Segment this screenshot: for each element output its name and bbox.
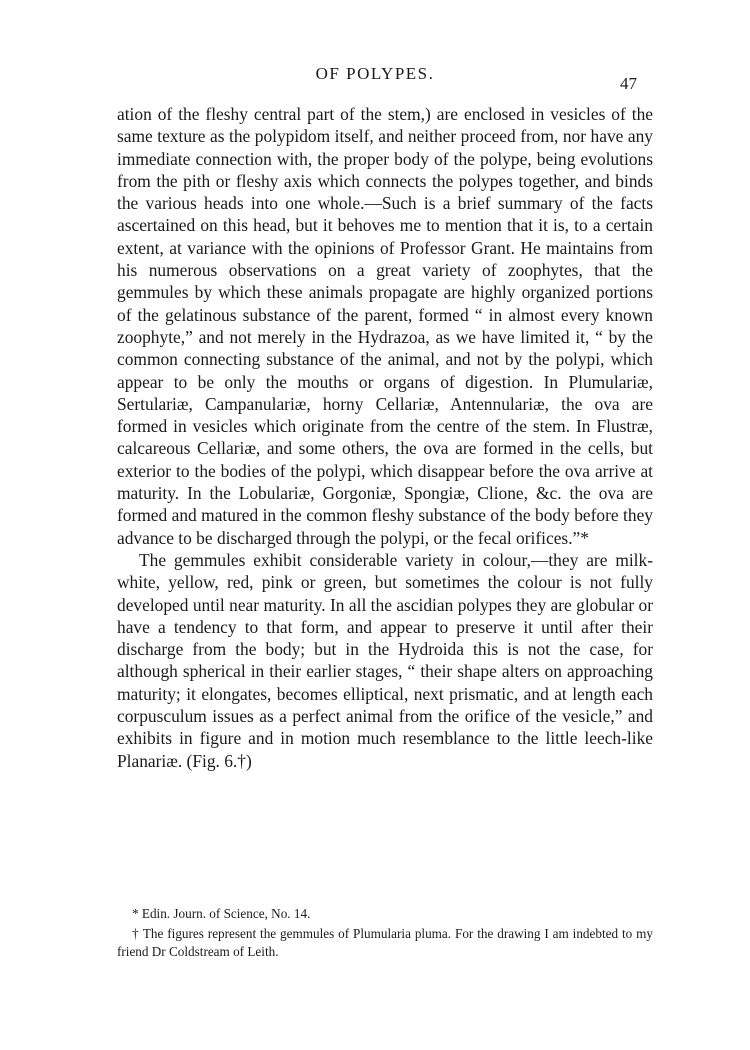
footnote-asterisk: * Edin. Journ. of Science, No. 14. [132,906,311,921]
body-text [117,103,653,772]
paragraph-gemmules: The gemmules exhibit considerable variety in colour,—they are milk-white, yellow, red, pink or green, but sometimes the colour is not fully developed until near maturity. In all the ascidian polypes they are globular or have a tendency to that form, and appear to preserve it until after their discharge from the body; but in the Hydroida this is not the case, for although spherical in their earlier stages, “ their shape alters on approaching maturity; it elongates, becomes elliptical, next prismatic, and at length each corpusculum issues as a perfect animal from the orifice of the vesicle,” and exhibits in figure and in motion much resemblance to the little leech-like Planariæ. (Fig. 6.†) [117,549,653,771]
running-title: OF POLYPES. [315,64,435,83]
footnotes [117,905,653,963]
footnote-dagger: † The figures represent the gemmules of Plumularia pluma. For the drawing I am indebted to my friend Dr Coldstream of Leith. [117,926,653,959]
page-number: 47 [620,74,637,93]
paragraph-continued: ation of the fleshy central part of the stem,) are enclosed in vesicles of the same texture as the polypidom itself, and neither proceed from, nor have any immediate connection with, the proper body of the polype, being evolutions from the pith or fleshy axis which connects the polypes together, and binds the various heads into one whole.—Such is a brief summary of the facts ascertained on this head, but it behoves me to mention that it is, to a certain extent, at variance with the opinions of Professor Grant. He maintains from his numerous observations on a great variety of zoophytes, that the gemmules by which these animals propagate are highly organized portions of the gelatinous substance of the parent, formed “ in almost every known zoophyte,” and not merely in the Hydrazoa, as we have limited it, “ by the common connecting substance of the animal, and not by the polypi, which appear to be only the mouths or organs of digestion. In Plumulariæ, Sertulariæ, Campanulariæ, horny Cellariæ, Antennulariæ, the ova are formed in vesicles which originate from the centre of the stem. In Flustræ, calcareous Cellariæ, and some others, the ova are formed in the cells, but exterior to the bodies of the polypi, which disappear before the ova arrive at maturity. In the Lobulariæ, Gorgoniæ, Spongiæ, Clione, &c. the ova are formed and matured in the common fleshy substance of the body before they advance to be discharged through the polypi, or the fecal orifices.”* [117,104,653,548]
